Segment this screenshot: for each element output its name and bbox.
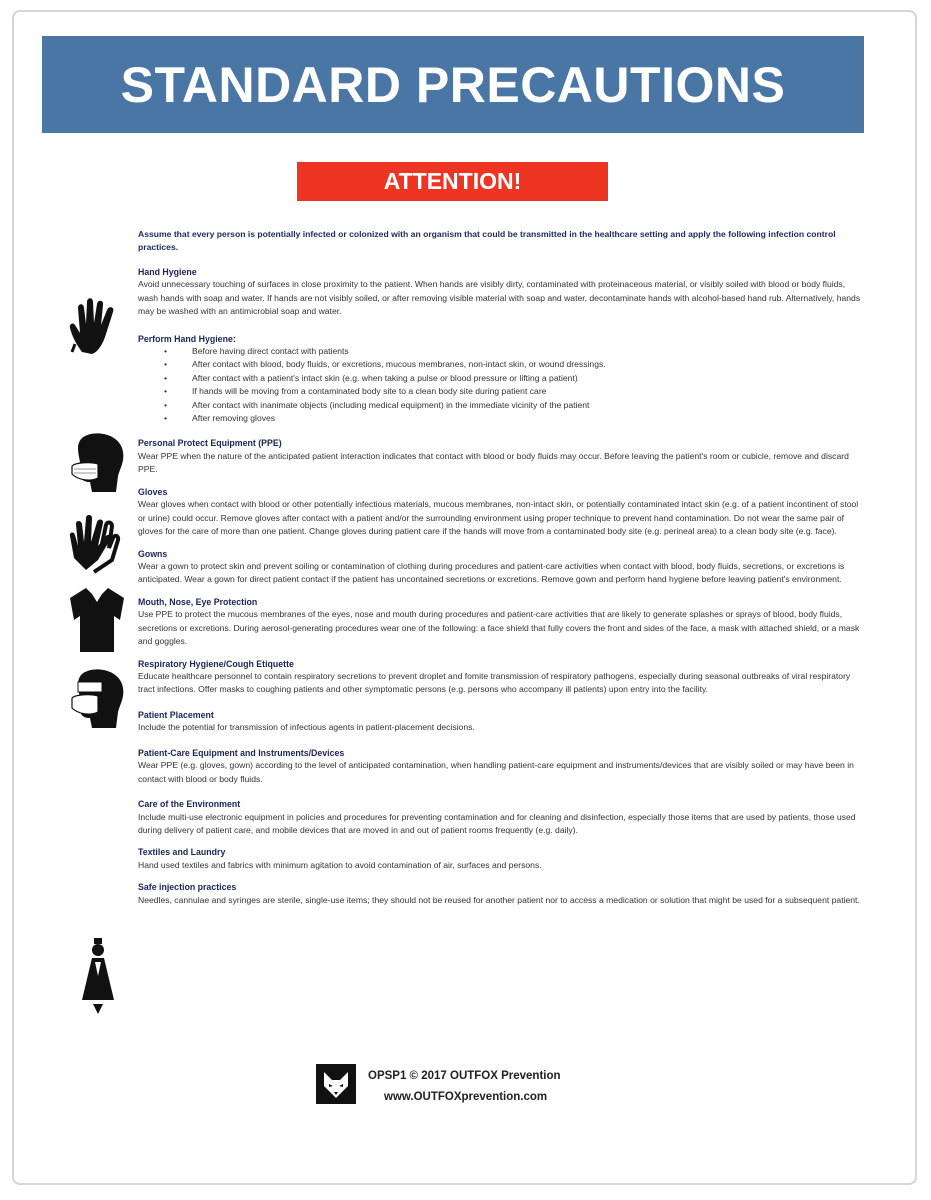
- section-body: Wear PPE when the nature of the anticipated patient interaction indicates that contact with blood or body fluids may occur. Before leaving the patient's room or cubicle, remove and discard PPE.: [138, 450, 849, 475]
- section-respiratory: [138, 658, 861, 697]
- section-equipment: [138, 747, 861, 786]
- section-mouth-nose-eye: [138, 596, 861, 649]
- section-title: Care of the Environment: [138, 799, 241, 810]
- footer-website: www.OUTFOXprevention.com: [384, 1091, 548, 1103]
- section-title: Gowns: [138, 548, 168, 559]
- section-ppe: [138, 437, 861, 476]
- content-area: [138, 228, 861, 916]
- face-shield-icon: [68, 668, 126, 730]
- section-textiles: [138, 846, 861, 872]
- list-item: • If hands will be moving from a contaminated body site to a clean body site during patient care: [138, 385, 861, 398]
- title-banner: [42, 36, 864, 133]
- list-item: • After removing gloves: [138, 412, 861, 425]
- section-body: Needles, cannulae and syringes are sterile, single-use items; they should not be reused for another patient nor to access a medication or solution that might be used for a subsequent patient.: [138, 894, 860, 905]
- intro-text: Assume that every person is potentially infected or colonized with an organism that could be transmitted in the healthcare setting and apply the following infection control practices.: [138, 229, 836, 253]
- section-gloves: [138, 486, 861, 539]
- footer: [368, 1066, 628, 1108]
- section-title: Gloves: [138, 486, 168, 497]
- section-title: Patient-Care Equipment and Instruments/Devices: [138, 747, 345, 758]
- section-body: Educate healthcare personnel to contain respiratory secretions to prevent droplet and fomite transmission of respiratory pathogens, especially during seasonal outbreaks of viral respiratory tract infections. Offer masks to coughing patients and other symptomatic persons (e.g. persons who accompany ill patients) upon entry into the facility.: [138, 671, 851, 695]
- page-title: STANDARD PRECAUTIONS: [120, 56, 786, 113]
- list-item: • After contact with inanimate objects (including medical equipment) in the immediate vicinity of the patient: [138, 399, 861, 412]
- gloves-icon: [64, 506, 122, 574]
- section-title: Textiles and Laundry: [138, 847, 226, 858]
- hand-hygiene-list: [138, 345, 861, 425]
- section-body: Wear PPE (e.g. gloves, gown) according to the level of anticipated contamination, when handling patient-care equipment and instruments/devices that are visibly soiled or may have been in contact with blood or body fluids.: [138, 760, 854, 784]
- section-title: Patient Placement: [138, 709, 214, 720]
- section-gowns: [138, 548, 861, 587]
- list-item: • Before having direct contact with patients: [138, 345, 861, 358]
- attention-label: ATTENTION!: [383, 168, 522, 194]
- section-environment: [138, 798, 861, 837]
- section-body: Include multi-use electronic equipment in policies and procedures for preventing contamination and for cleaning and disinfection, especially those items that are used by patients, those used during delivery of patient care, and mobile devices that are moved in and out of patient rooms frequently (e.g. daily).: [138, 811, 856, 835]
- section-hand-hygiene: [138, 266, 861, 319]
- section-patient-placement: [138, 709, 861, 735]
- hand-icon: [66, 294, 128, 356]
- section-body: Include the potential for transmission of infectious agents in patient-placement decisions.: [138, 722, 475, 733]
- section-injection: [138, 881, 861, 907]
- section-title: Hand Hygiene: [138, 266, 197, 277]
- nurse-icon: [78, 936, 118, 1016]
- section-title: Respiratory Hygiene/Cough Etiquette: [138, 658, 294, 669]
- section-body: Use PPE to protect the mucous membranes of the eyes, nose and mouth during procedures and patient-care activities that are likely to generate splashes or sprays of blood, body fluids, secretions or excretions. During aerosol-generating procedures wear one of the following: a face shield that fully covers the front and sides of the face, a mask with attached shield, or a mask and goggles.: [138, 609, 860, 647]
- fox-logo-icon: [316, 1064, 356, 1104]
- section-body: Avoid unnecessary touching of surfaces in close proximity to the patient. When hands are visibly dirty, contaminated with proteinaceous material, or visibly soiled with blood or body fluids, wash hands with soap and water. If hands are not visibly soiled, or after removing visible material with soap and water, decontaminate hands with alcohol-based hand rub. Alternatively, hands may be washed with an antimicrobial soap and water.: [138, 279, 861, 317]
- section-perform-hand-hygiene: [138, 333, 861, 426]
- section-body: Hand used textiles and fabrics with minimum agitation to avoid contamination of air, surfaces and persons.: [138, 859, 542, 870]
- section-body: Wear a gown to protect skin and prevent soiling or contamination of clothing during procedures and patient-care activities when contact with blood, body fluids, secretions, or excretions is anticipated. Wear a gown for direct patient contact if the patient has uncontained secretions or excretions. Remove gown and perform hand hygiene before leaving patient's environment.: [138, 561, 845, 585]
- section-title: Safe injection practices: [138, 882, 237, 893]
- list-item: • After contact with blood, body fluids, or excretions, mucous membranes, non-intact skin, or wound dressings.: [138, 358, 861, 371]
- section-body: Wear gloves when contact with blood or other potentially infectious materials, mucous membranes, non-intact skin, or potentially contaminated intact skin (e.g. of a patient incontinent of stool or urine) could occur. Remove gloves after contact with a patient and/or the surrounding environment using proper technique to prevent hand contamination. Do not wear the same pair of gloves for the care of more than one patient. Change gloves during patient care if the hands will move from a contaminated body site (e.g. perineal area) to a clean body site (e.g. face).: [138, 499, 859, 537]
- section-title: Personal Protect Equipment (PPE): [138, 438, 282, 449]
- section-title: Mouth, Nose, Eye Protection: [138, 596, 258, 607]
- footer-copyright: OPSP1 © 2017 OUTFOX Prevention: [368, 1070, 561, 1082]
- gown-icon: [68, 586, 126, 654]
- section-title: Perform Hand Hygiene:: [138, 333, 236, 344]
- attention-banner: [297, 162, 608, 201]
- list-item: • After contact with a patient's intact skin (e.g. when taking a pulse or blood pressure or lifting a patient): [138, 372, 861, 385]
- mask-head-icon: [68, 432, 126, 494]
